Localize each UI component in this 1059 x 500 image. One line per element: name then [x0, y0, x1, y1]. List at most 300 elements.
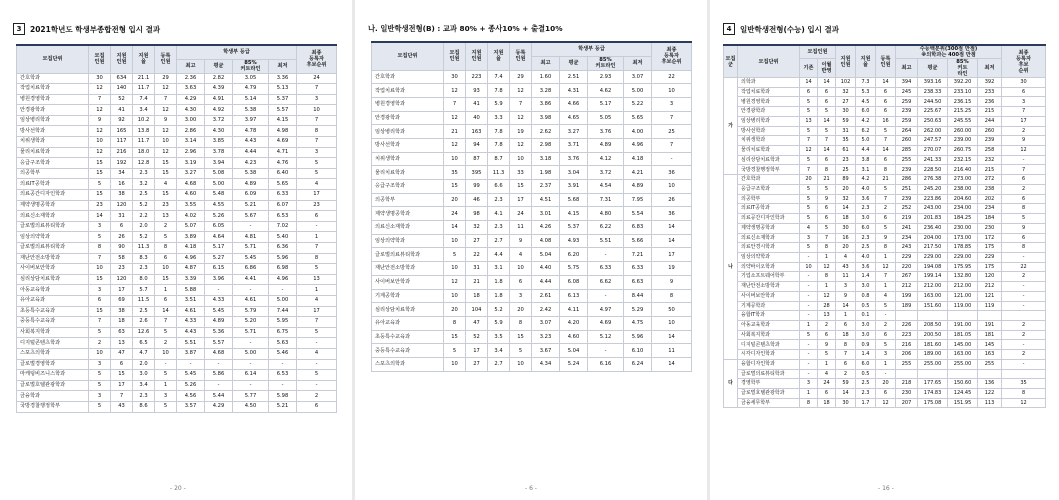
value-cell: 0.5: [856, 301, 876, 311]
value-cell: 0.1: [856, 311, 876, 321]
value-cell: 7: [652, 111, 692, 125]
value-cell: 634: [111, 73, 133, 84]
table-row: [17, 137, 337, 148]
value-cell: 260: [978, 126, 1002, 136]
value-cell: 272: [978, 175, 1002, 185]
unit-name-cell: 의료신소재학과: [17, 211, 89, 222]
value-cell: 4.78: [233, 126, 269, 137]
value-cell: 6: [876, 330, 896, 340]
value-cell: 30: [89, 73, 111, 84]
value-cell: 20: [444, 303, 466, 317]
value-cell: 8: [800, 398, 818, 408]
value-cell: 12: [155, 105, 177, 116]
value-cell: -: [297, 221, 337, 232]
value-cell: 9: [155, 115, 177, 126]
value-cell: 6: [1002, 87, 1046, 97]
value-cell: 10: [89, 137, 111, 148]
value-cell: 40: [466, 111, 488, 125]
value-cell: 43: [111, 401, 133, 412]
value-cell: 28: [818, 301, 836, 311]
unit-name-cell: 의공학부: [738, 194, 800, 204]
value-cell: [978, 369, 1002, 379]
value-cell: 14: [652, 357, 692, 371]
value-cell: 215: [978, 165, 1002, 175]
value-cell: 6.33: [624, 262, 652, 276]
value-cell: 27: [466, 357, 488, 371]
unit-name-cell: 재난안전소방학과: [17, 253, 89, 264]
table-row: [724, 369, 1046, 379]
value-cell: 244.50: [918, 97, 948, 107]
table-row: [17, 105, 337, 116]
value-cell: 2.61: [532, 289, 560, 303]
value-cell: 212: [978, 282, 1002, 292]
value-cell: -: [1002, 252, 1046, 262]
value-cell: 3.23: [532, 330, 560, 344]
value-cell: -: [652, 152, 692, 166]
value-cell: 16: [876, 116, 896, 126]
value-cell: 2: [155, 338, 177, 349]
value-cell: -: [1002, 301, 1046, 311]
value-cell: 32: [836, 87, 856, 97]
value-cell: 4.55: [205, 200, 233, 211]
value-cell: 5.40: [269, 232, 297, 243]
value-cell: 8.44: [624, 289, 652, 303]
value-cell: 6: [818, 330, 836, 340]
value-cell: -: [876, 311, 896, 321]
value-cell: 239: [978, 136, 1002, 146]
value-cell: 13: [800, 116, 818, 126]
value-cell: [948, 311, 978, 321]
value-cell: 4.62: [588, 84, 624, 98]
value-cell: 4.64: [205, 232, 233, 243]
value-cell: 2.98: [532, 138, 560, 152]
value-cell: 5.65: [269, 179, 297, 190]
value-cell: 3.2: [133, 179, 155, 190]
value-cell: 4.68: [177, 179, 205, 190]
unit-name-cell: 방사선학과: [372, 138, 444, 152]
value-cell: 3.51: [177, 295, 205, 306]
section-header: [723, 22, 839, 36]
value-cell: 165: [111, 126, 133, 137]
value-cell: 7: [876, 272, 896, 282]
value-cell: 5.71: [233, 327, 269, 338]
table-row: [17, 84, 337, 95]
header-avg: 평균: [560, 56, 588, 70]
value-cell: 0.8: [856, 291, 876, 301]
value-cell: 5: [876, 184, 896, 194]
value-cell: 5.00: [205, 179, 233, 190]
value-cell: 2.5: [856, 243, 876, 253]
value-cell: 5.00: [624, 84, 652, 98]
value-cell: 223: [466, 70, 488, 84]
value-cell: 9: [836, 291, 856, 301]
value-cell: 7: [836, 350, 856, 360]
value-cell: 3.0: [856, 282, 876, 292]
value-cell: 5.2: [133, 232, 155, 243]
value-cell: 5: [800, 155, 818, 165]
value-cell: 285: [896, 146, 918, 156]
table-row: [17, 221, 337, 232]
unit-name-cell: 안경광학과: [17, 105, 89, 116]
value-cell: 5.26: [177, 380, 205, 391]
value-cell: 5.51: [588, 234, 624, 248]
value-cell: 2.7: [488, 357, 510, 371]
value-cell: [1002, 369, 1046, 379]
value-cell: 2: [1002, 320, 1046, 330]
table-row: [724, 175, 1046, 185]
unit-name-cell: 치위생학과: [17, 137, 89, 148]
value-cell: 6: [876, 155, 896, 165]
value-cell: 4.02: [177, 211, 205, 222]
value-cell: 14: [652, 330, 692, 344]
value-cell: 4.69: [269, 137, 297, 148]
value-cell: -: [233, 221, 269, 232]
value-cell: 4.44: [233, 147, 269, 158]
value-cell: 6: [876, 107, 896, 117]
table-row: [724, 214, 1046, 224]
table-row: [724, 243, 1046, 253]
table-row: [372, 262, 692, 276]
value-cell: 15: [155, 168, 177, 179]
value-cell: 6: [89, 295, 111, 306]
value-cell: 238: [978, 184, 1002, 194]
table-row: [724, 126, 1046, 136]
value-cell: 4: [155, 179, 177, 190]
table-row: [724, 233, 1046, 243]
value-cell: 6.05: [205, 221, 233, 232]
value-cell: 19: [652, 262, 692, 276]
value-cell: 5: [800, 184, 818, 194]
value-cell: 1: [818, 282, 836, 292]
value-cell: 5: [800, 330, 818, 340]
value-cell: 1.4: [856, 350, 876, 360]
table-row: [17, 295, 337, 306]
unit-name-cell: 디지털콘텐츠학과: [17, 338, 89, 349]
value-cell: 4: [836, 252, 856, 262]
value-cell: 5.7: [133, 285, 155, 296]
value-cell: 21: [466, 275, 488, 289]
table-row: [17, 327, 337, 338]
value-cell: -: [1002, 359, 1046, 369]
unit-name-cell: 경영학부: [738, 379, 800, 389]
value-cell: 238.00: [948, 184, 978, 194]
value-cell: 5.36: [205, 327, 233, 338]
table-row: [724, 262, 1046, 272]
unit-name-cell: 중등특수교육과: [372, 344, 444, 358]
unit-name-cell: 제약생명공학과: [17, 200, 89, 211]
unit-name-cell: 글로벌의료뷰티학과: [738, 369, 800, 379]
table-row: [17, 285, 337, 296]
value-cell: 2.36: [177, 73, 205, 84]
value-cell: 243: [896, 243, 918, 253]
value-cell: [1002, 311, 1046, 321]
value-cell: 12: [510, 138, 532, 152]
value-cell: 6: [876, 97, 896, 107]
value-cell: 4.61: [233, 295, 269, 306]
value-cell: 4.41: [233, 274, 269, 285]
value-cell: 2: [1002, 350, 1046, 360]
value-cell: 13.8: [133, 126, 155, 137]
value-cell: 273.00: [948, 175, 978, 185]
value-cell: 173.00: [948, 233, 978, 243]
value-cell: 184: [978, 214, 1002, 224]
value-cell: 6: [800, 87, 818, 97]
value-cell: 3: [89, 359, 111, 370]
value-cell: 10: [89, 348, 111, 359]
value-cell: 41: [466, 97, 488, 111]
value-cell: 92: [111, 115, 133, 126]
value-cell: 6: [818, 87, 836, 97]
unit-name-cell: 시각디자인학과: [738, 350, 800, 360]
value-cell: 5.96: [624, 330, 652, 344]
value-cell: 3.18: [532, 152, 560, 166]
value-cell: 174.83: [918, 389, 948, 399]
section-title: 2021학년도 학생부종합전형 입시 결과: [30, 24, 161, 34]
value-cell: 6.09: [233, 190, 269, 201]
unit-name-cell: 병원경영학과: [372, 97, 444, 111]
table-row: [17, 359, 337, 370]
value-cell: 5: [89, 401, 111, 412]
value-cell: 98: [466, 207, 488, 221]
value-cell: 5.75: [560, 262, 588, 276]
value-cell: 225.67: [918, 107, 948, 117]
value-cell: 6.2: [856, 126, 876, 136]
value-cell: 5: [876, 223, 896, 233]
value-cell: 4.12: [588, 152, 624, 166]
value-cell: 7: [1002, 107, 1046, 117]
value-cell: 215: [978, 107, 1002, 117]
value-cell: 10: [444, 152, 466, 166]
value-cell: 191.00: [948, 320, 978, 330]
value-cell: 2: [876, 204, 896, 214]
value-cell: 4.23: [233, 158, 269, 169]
table-row: [724, 389, 1046, 399]
table-row: [724, 107, 1046, 117]
value-cell: 52: [111, 94, 133, 105]
value-cell: 4.65: [560, 111, 588, 125]
value-cell: 6.75: [269, 327, 297, 338]
value-cell: 14: [836, 204, 856, 214]
value-cell: 119.00: [948, 301, 978, 311]
value-cell: 20: [444, 193, 466, 207]
value-cell: 4.11: [560, 303, 588, 317]
value-cell: -: [269, 285, 297, 296]
value-cell: -: [800, 272, 818, 282]
value-cell: 6: [836, 320, 856, 330]
table-row: [724, 340, 1046, 350]
value-cell: 6.20: [560, 248, 588, 262]
value-cell: 10: [297, 105, 337, 116]
value-cell: 8: [652, 289, 692, 303]
value-cell: 3.57: [177, 401, 205, 412]
value-cell: 10: [652, 84, 692, 98]
unit-name-cell: 융합IT학과: [738, 311, 800, 321]
value-cell: 4.33: [177, 317, 205, 328]
table-row: [17, 253, 337, 264]
table-row: [372, 193, 692, 207]
table-row: [372, 125, 692, 139]
value-cell: 24: [510, 207, 532, 221]
unit-name-cell: 사이버보안학과: [372, 275, 444, 289]
value-cell: 1: [876, 359, 896, 369]
value-cell: 3.6: [856, 262, 876, 272]
value-cell: 1: [818, 252, 836, 262]
value-cell: -: [588, 248, 624, 262]
value-cell: -: [269, 380, 297, 391]
value-cell: 11: [836, 272, 856, 282]
value-cell: 2.3: [488, 221, 510, 235]
table-row: [17, 243, 337, 254]
value-cell: 4.40: [532, 262, 560, 276]
value-cell: 5: [510, 344, 532, 358]
value-cell: 3.67: [532, 344, 560, 358]
value-cell: 3.63: [177, 84, 205, 95]
value-cell: 17: [297, 306, 337, 317]
value-cell: 241: [896, 223, 918, 233]
value-cell: 7.8: [488, 138, 510, 152]
value-cell: 4.33: [205, 295, 233, 306]
value-cell: 20: [836, 184, 856, 194]
table-row: [724, 379, 1046, 389]
value-cell: 6: [1002, 194, 1046, 204]
value-cell: 2: [1002, 330, 1046, 340]
value-cell: 12: [510, 84, 532, 98]
unit-name-cell: 치위생학과: [738, 136, 800, 146]
value-cell: 5: [800, 243, 818, 253]
value-cell: 4.15: [560, 207, 588, 221]
header-registered: 등록 인원: [510, 42, 532, 70]
table-row: [17, 158, 337, 169]
value-cell: 41: [111, 105, 133, 116]
value-cell: 3.0: [856, 214, 876, 224]
value-cell: 175: [978, 243, 1002, 253]
value-cell: 181.05: [948, 330, 978, 340]
value-cell: 7.31: [588, 193, 624, 207]
value-cell: 25: [836, 165, 856, 175]
value-cell: 4.60: [177, 190, 205, 201]
unit-name-cell: 안경광학과: [372, 111, 444, 125]
value-cell: 20: [510, 303, 532, 317]
table-row: [724, 116, 1046, 126]
value-cell: 175.08: [918, 398, 948, 408]
value-cell: 4.43: [233, 137, 269, 148]
value-cell: 145: [978, 340, 1002, 350]
value-cell: 6.0: [856, 359, 876, 369]
value-cell: 5: [800, 97, 818, 107]
value-cell: 6.0: [856, 107, 876, 117]
value-cell: 26: [652, 193, 692, 207]
unit-name-cell: 마케팅비즈니스학과: [17, 370, 89, 381]
value-cell: 4.96: [177, 253, 205, 264]
value-cell: 5: [818, 223, 836, 233]
value-cell: 12: [155, 147, 177, 158]
value-cell: 4.97: [588, 303, 624, 317]
value-cell: 5.66: [624, 234, 652, 248]
value-cell: 43: [836, 262, 856, 272]
value-cell: 6.08: [560, 275, 588, 289]
value-cell: 3.5: [488, 330, 510, 344]
value-cell: 12: [800, 146, 818, 156]
table-row: [17, 338, 337, 349]
header-ratio: 지원 율: [133, 45, 155, 73]
value-cell: 252: [896, 204, 918, 214]
value-cell: 5.07: [177, 221, 205, 232]
value-cell: 5: [876, 126, 896, 136]
value-cell: 247.57: [918, 136, 948, 146]
page-number: - 6 -: [525, 485, 537, 492]
value-cell: 5: [818, 107, 836, 117]
results-table-general-b: [371, 41, 692, 372]
value-cell: 239: [896, 107, 918, 117]
value-cell: 3.78: [205, 147, 233, 158]
value-cell: 5.38: [233, 105, 269, 116]
value-cell: 8: [876, 165, 896, 175]
table-row: [724, 350, 1046, 360]
value-cell: 9: [876, 233, 896, 243]
table-row: [724, 194, 1046, 204]
value-cell: -: [177, 359, 205, 370]
value-cell: 4.15: [269, 115, 297, 126]
value-cell: 206: [896, 350, 918, 360]
table-row: [724, 311, 1046, 321]
unit-name-cell: 의공학부: [372, 193, 444, 207]
value-cell: 5.0: [856, 136, 876, 146]
value-cell: -: [800, 350, 818, 360]
value-cell: 5.9: [488, 316, 510, 330]
value-cell: 4.08: [532, 234, 560, 248]
value-cell: 20: [800, 175, 818, 185]
value-cell: 14: [89, 211, 111, 222]
value-cell: 5: [297, 370, 337, 381]
value-cell: 4.5: [856, 97, 876, 107]
value-cell: 11.7: [133, 84, 155, 95]
value-cell: 4.1: [488, 207, 510, 221]
value-cell: 99: [466, 180, 488, 194]
unit-name-cell: 물리치료학과: [738, 146, 800, 156]
value-cell: 181: [978, 330, 1002, 340]
header-recruit: 모집 인원: [444, 42, 466, 70]
unit-name-cell: 심리상담치료학과: [372, 303, 444, 317]
value-cell: 260.75: [948, 146, 978, 156]
page-number: - 20 -: [170, 485, 186, 492]
group-cell: 나: [724, 175, 738, 360]
value-cell: 3.14: [177, 137, 205, 148]
value-cell: 4.68: [205, 348, 233, 359]
value-cell: 216.40: [948, 165, 978, 175]
value-cell: 20: [836, 243, 856, 253]
value-cell: -: [205, 285, 233, 296]
value-cell: 11: [510, 221, 532, 235]
value-cell: 3.27: [560, 125, 588, 139]
value-cell: 21: [444, 125, 466, 139]
table-row: [372, 316, 692, 330]
value-cell: 4.89: [205, 317, 233, 328]
value-cell: 7.44: [269, 306, 297, 317]
value-cell: 7.21: [624, 248, 652, 262]
value-cell: 13: [297, 274, 337, 285]
value-cell: 3.39: [177, 274, 205, 285]
unit-name-cell: 글로벌호텔관광학과: [738, 389, 800, 399]
value-cell: 102: [836, 78, 856, 88]
value-cell: 113: [978, 398, 1002, 408]
table-row: [724, 291, 1046, 301]
value-cell: 4.60: [560, 330, 588, 344]
header-ratio: 지원 율: [856, 45, 876, 78]
value-cell: 5: [89, 327, 111, 338]
value-cell: 4.80: [588, 207, 624, 221]
value-cell: 4.44: [532, 275, 560, 289]
value-cell: 2.62: [532, 125, 560, 139]
